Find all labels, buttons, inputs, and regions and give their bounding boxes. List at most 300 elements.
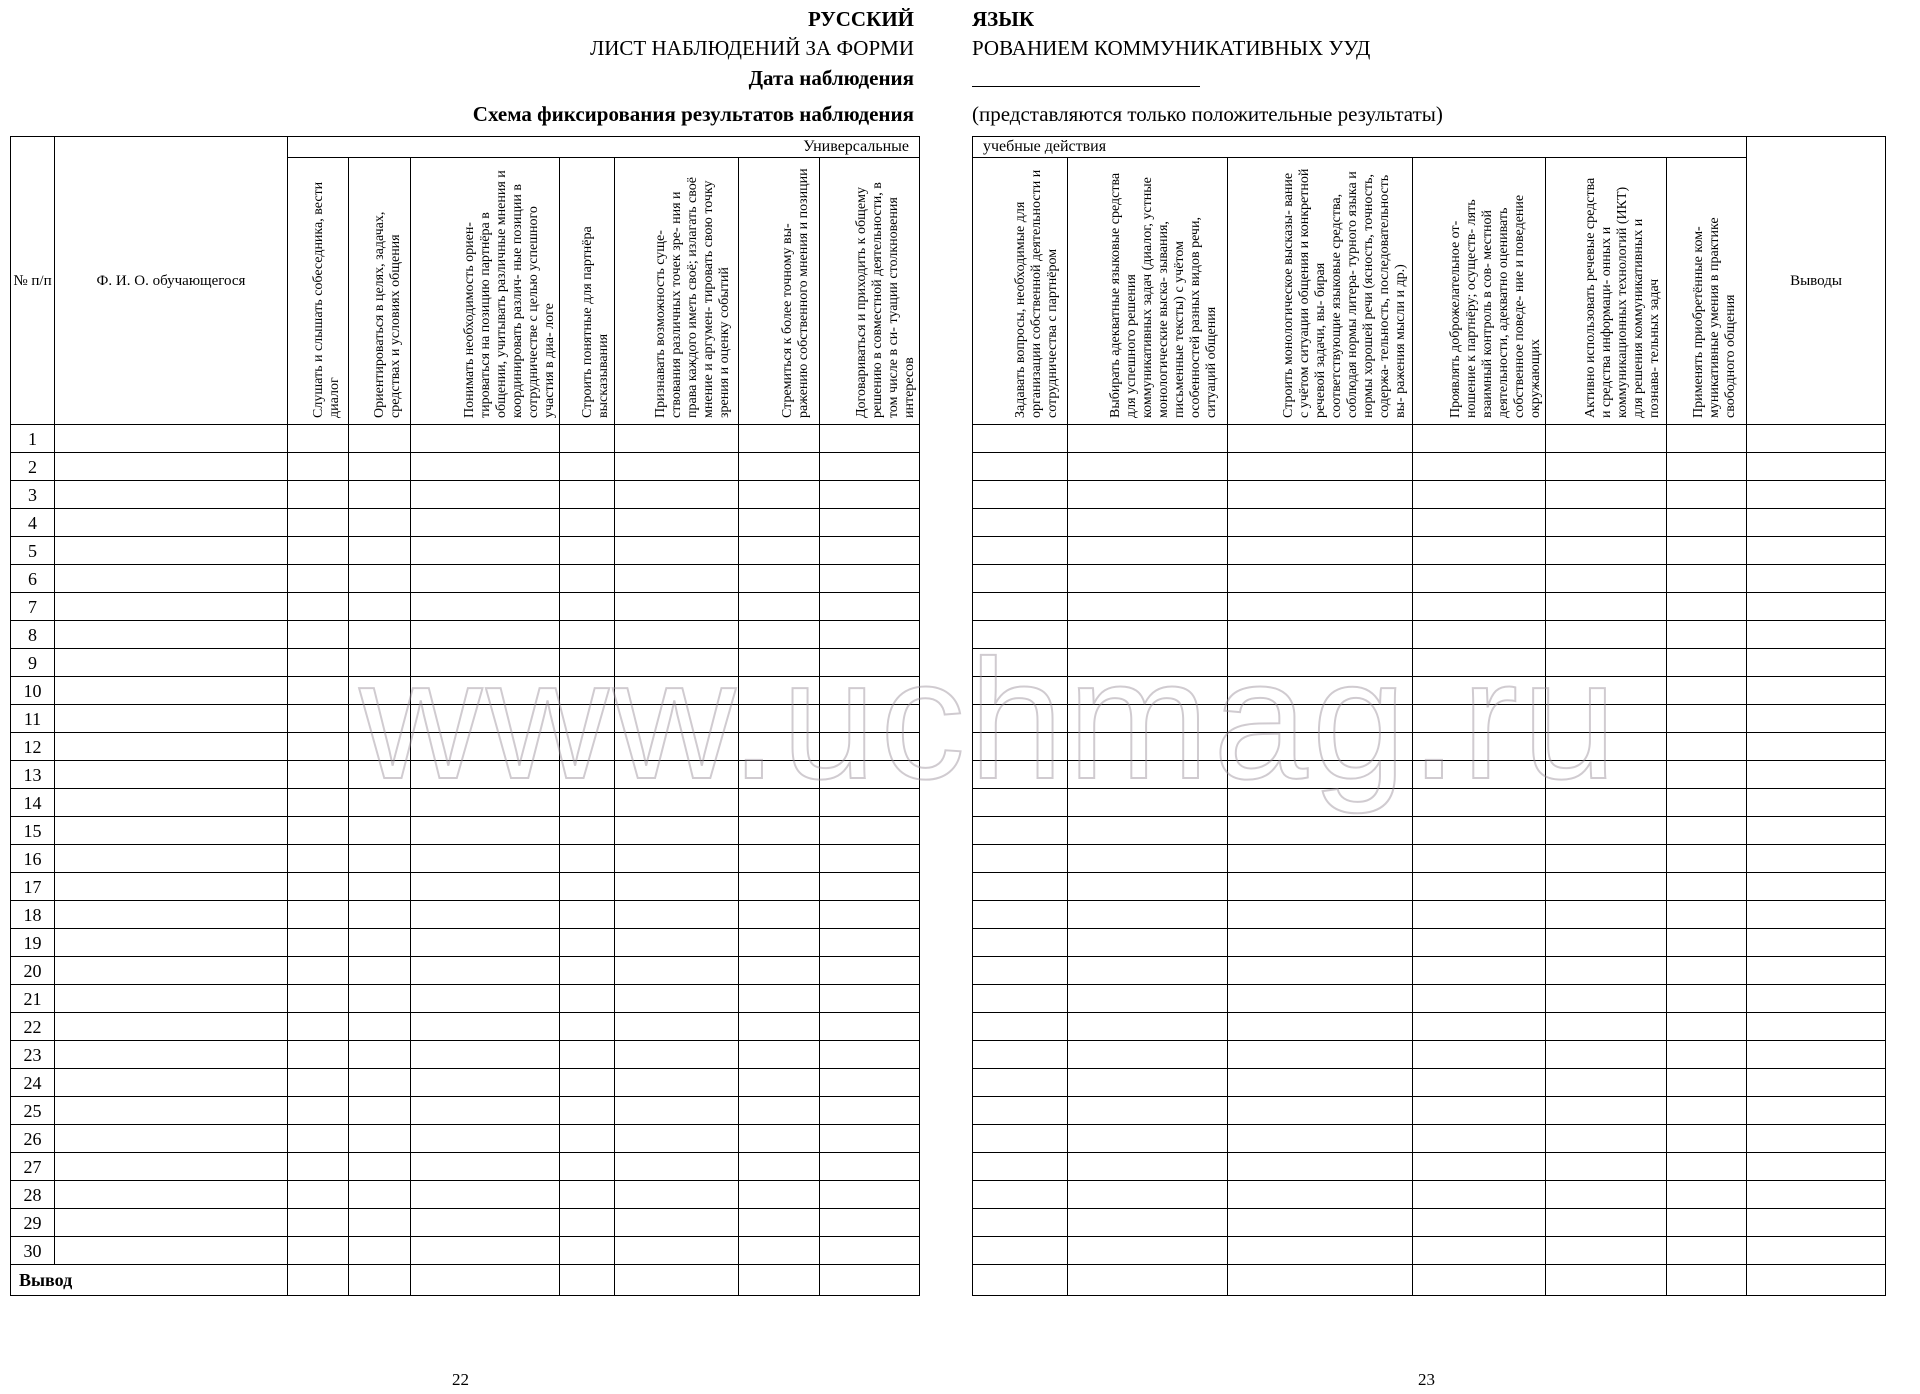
mark-cell[interactable] [349, 1013, 411, 1041]
mark-cell[interactable] [288, 1209, 349, 1237]
mark-cell[interactable] [560, 677, 615, 705]
mark-cell[interactable] [1413, 817, 1546, 845]
mark-cell[interactable] [973, 817, 1068, 845]
mark-cell[interactable] [973, 565, 1068, 593]
mark-cell[interactable] [615, 565, 739, 593]
mark-cell[interactable] [1413, 565, 1546, 593]
mark-cell[interactable] [973, 453, 1068, 481]
mark-cell[interactable] [349, 985, 411, 1013]
mark-cell[interactable] [739, 1125, 820, 1153]
mark-cell[interactable] [288, 901, 349, 929]
mark-cell[interactable] [1667, 621, 1747, 649]
mark-cell[interactable] [739, 789, 820, 817]
mark-cell[interactable] [739, 1181, 820, 1209]
mark-cell[interactable] [288, 1181, 349, 1209]
mark-cell[interactable] [1667, 649, 1747, 677]
mark-cell[interactable] [560, 901, 615, 929]
mark-cell[interactable] [288, 453, 349, 481]
mark-cell[interactable] [973, 593, 1068, 621]
mark-cell[interactable] [560, 1181, 615, 1209]
mark-cell[interactable] [1546, 1097, 1667, 1125]
footer-cell[interactable] [1228, 1265, 1413, 1296]
mark-cell[interactable] [1667, 1181, 1747, 1209]
mark-cell[interactable] [1413, 481, 1546, 509]
mark-cell[interactable] [1667, 733, 1747, 761]
mark-cell[interactable] [560, 621, 615, 649]
mark-cell[interactable] [1068, 1181, 1228, 1209]
mark-cell[interactable] [1228, 565, 1413, 593]
mark-cell[interactable] [288, 761, 349, 789]
mark-cell[interactable] [560, 565, 615, 593]
mark-cell[interactable] [1546, 901, 1667, 929]
mark-cell[interactable] [1546, 761, 1667, 789]
mark-cell[interactable] [1068, 705, 1228, 733]
student-name-cell[interactable] [55, 705, 288, 733]
mark-cell[interactable] [973, 1041, 1068, 1069]
student-name-cell[interactable] [55, 1153, 288, 1181]
mark-cell[interactable] [1228, 593, 1413, 621]
mark-cell[interactable] [1546, 453, 1667, 481]
mark-cell[interactable] [1546, 1153, 1667, 1181]
mark-cell[interactable] [560, 929, 615, 957]
mark-cell[interactable] [1068, 509, 1228, 537]
mark-cell[interactable] [411, 1041, 560, 1069]
mark-cell[interactable] [739, 1237, 820, 1265]
mark-cell[interactable] [349, 565, 411, 593]
mark-cell[interactable] [411, 985, 560, 1013]
mark-cell[interactable] [411, 481, 560, 509]
mark-cell[interactable] [1068, 621, 1228, 649]
conclusion-cell[interactable] [1747, 565, 1886, 593]
mark-cell[interactable] [560, 425, 615, 453]
mark-cell[interactable] [1228, 1209, 1413, 1237]
conclusion-cell[interactable] [1747, 817, 1886, 845]
mark-cell[interactable] [615, 509, 739, 537]
mark-cell[interactable] [1546, 537, 1667, 565]
mark-cell[interactable] [411, 705, 560, 733]
student-name-cell[interactable] [55, 957, 288, 985]
mark-cell[interactable] [1068, 1041, 1228, 1069]
mark-cell[interactable] [411, 565, 560, 593]
mark-cell[interactable] [349, 537, 411, 565]
mark-cell[interactable] [973, 1209, 1068, 1237]
mark-cell[interactable] [973, 1013, 1068, 1041]
mark-cell[interactable] [1068, 929, 1228, 957]
mark-cell[interactable] [615, 817, 739, 845]
mark-cell[interactable] [288, 845, 349, 873]
mark-cell[interactable] [411, 1125, 560, 1153]
mark-cell[interactable] [615, 621, 739, 649]
student-name-cell[interactable] [55, 1041, 288, 1069]
mark-cell[interactable] [1228, 845, 1413, 873]
mark-cell[interactable] [739, 565, 820, 593]
mark-cell[interactable] [1667, 1097, 1747, 1125]
mark-cell[interactable] [1068, 649, 1228, 677]
mark-cell[interactable] [1413, 789, 1546, 817]
mark-cell[interactable] [1546, 677, 1667, 705]
mark-cell[interactable] [739, 845, 820, 873]
mark-cell[interactable] [411, 789, 560, 817]
mark-cell[interactable] [973, 957, 1068, 985]
mark-cell[interactable] [288, 509, 349, 537]
mark-cell[interactable] [411, 1013, 560, 1041]
mark-cell[interactable] [1228, 509, 1413, 537]
mark-cell[interactable] [973, 677, 1068, 705]
mark-cell[interactable] [1068, 1153, 1228, 1181]
mark-cell[interactable] [1546, 481, 1667, 509]
mark-cell[interactable] [820, 509, 920, 537]
mark-cell[interactable] [1228, 1153, 1413, 1181]
mark-cell[interactable] [1228, 789, 1413, 817]
mark-cell[interactable] [560, 817, 615, 845]
mark-cell[interactable] [349, 509, 411, 537]
conclusion-cell[interactable] [1747, 453, 1886, 481]
mark-cell[interactable] [1228, 873, 1413, 901]
mark-cell[interactable] [1546, 593, 1667, 621]
mark-cell[interactable] [411, 957, 560, 985]
mark-cell[interactable] [973, 985, 1068, 1013]
mark-cell[interactable] [615, 1041, 739, 1069]
footer-cell[interactable] [739, 1265, 820, 1296]
conclusion-cell[interactable] [1747, 873, 1886, 901]
mark-cell[interactable] [411, 537, 560, 565]
mark-cell[interactable] [739, 929, 820, 957]
mark-cell[interactable] [739, 733, 820, 761]
mark-cell[interactable] [411, 453, 560, 481]
mark-cell[interactable] [560, 1153, 615, 1181]
mark-cell[interactable] [288, 985, 349, 1013]
mark-cell[interactable] [1413, 1125, 1546, 1153]
mark-cell[interactable] [739, 817, 820, 845]
mark-cell[interactable] [615, 929, 739, 957]
student-name-cell[interactable] [55, 1069, 288, 1097]
mark-cell[interactable] [1546, 705, 1667, 733]
mark-cell[interactable] [1068, 957, 1228, 985]
mark-cell[interactable] [739, 761, 820, 789]
mark-cell[interactable] [1546, 929, 1667, 957]
mark-cell[interactable] [288, 957, 349, 985]
conclusion-cell[interactable] [1747, 1125, 1886, 1153]
mark-cell[interactable] [411, 621, 560, 649]
mark-cell[interactable] [1546, 1181, 1667, 1209]
student-name-cell[interactable] [55, 1237, 288, 1265]
conclusion-cell[interactable] [1747, 1013, 1886, 1041]
mark-cell[interactable] [820, 761, 920, 789]
mark-cell[interactable] [1413, 1153, 1546, 1181]
mark-cell[interactable] [615, 481, 739, 509]
student-name-cell[interactable] [55, 845, 288, 873]
footer-cell[interactable] [973, 1265, 1068, 1296]
student-name-cell[interactable] [55, 509, 288, 537]
mark-cell[interactable] [411, 425, 560, 453]
mark-cell[interactable] [1228, 677, 1413, 705]
footer-cell[interactable] [349, 1265, 411, 1296]
student-name-cell[interactable] [55, 761, 288, 789]
mark-cell[interactable] [560, 789, 615, 817]
mark-cell[interactable] [1068, 733, 1228, 761]
mark-cell[interactable] [1068, 1097, 1228, 1125]
mark-cell[interactable] [288, 593, 349, 621]
mark-cell[interactable] [1667, 677, 1747, 705]
mark-cell[interactable] [820, 565, 920, 593]
mark-cell[interactable] [1228, 537, 1413, 565]
mark-cell[interactable] [288, 873, 349, 901]
student-name-cell[interactable] [55, 677, 288, 705]
mark-cell[interactable] [739, 1041, 820, 1069]
mark-cell[interactable] [1068, 817, 1228, 845]
mark-cell[interactable] [1546, 649, 1667, 677]
mark-cell[interactable] [560, 957, 615, 985]
mark-cell[interactable] [615, 761, 739, 789]
mark-cell[interactable] [820, 873, 920, 901]
mark-cell[interactable] [1413, 929, 1546, 957]
mark-cell[interactable] [1667, 565, 1747, 593]
mark-cell[interactable] [1413, 845, 1546, 873]
mark-cell[interactable] [615, 705, 739, 733]
mark-cell[interactable] [739, 957, 820, 985]
mark-cell[interactable] [1546, 1237, 1667, 1265]
mark-cell[interactable] [288, 649, 349, 677]
mark-cell[interactable] [1667, 845, 1747, 873]
mark-cell[interactable] [1667, 789, 1747, 817]
footer-cell[interactable] [1068, 1265, 1228, 1296]
mark-cell[interactable] [1667, 1125, 1747, 1153]
mark-cell[interactable] [288, 425, 349, 453]
mark-cell[interactable] [349, 873, 411, 901]
mark-cell[interactable] [1228, 1125, 1413, 1153]
mark-cell[interactable] [1546, 957, 1667, 985]
mark-cell[interactable] [1068, 1013, 1228, 1041]
mark-cell[interactable] [615, 901, 739, 929]
mark-cell[interactable] [739, 649, 820, 677]
mark-cell[interactable] [288, 705, 349, 733]
mark-cell[interactable] [288, 817, 349, 845]
mark-cell[interactable] [288, 1125, 349, 1153]
mark-cell[interactable] [820, 593, 920, 621]
mark-cell[interactable] [1413, 593, 1546, 621]
mark-cell[interactable] [820, 985, 920, 1013]
footer-cell[interactable] [1546, 1265, 1667, 1296]
student-name-cell[interactable] [55, 1013, 288, 1041]
student-name-cell[interactable] [55, 1181, 288, 1209]
mark-cell[interactable] [1413, 677, 1546, 705]
mark-cell[interactable] [560, 593, 615, 621]
mark-cell[interactable] [1228, 481, 1413, 509]
mark-cell[interactable] [820, 453, 920, 481]
mark-cell[interactable] [411, 845, 560, 873]
mark-cell[interactable] [560, 733, 615, 761]
mark-cell[interactable] [349, 1209, 411, 1237]
mark-cell[interactable] [1228, 1041, 1413, 1069]
student-name-cell[interactable] [55, 621, 288, 649]
mark-cell[interactable] [615, 453, 739, 481]
mark-cell[interactable] [349, 677, 411, 705]
mark-cell[interactable] [615, 845, 739, 873]
mark-cell[interactable] [1667, 1153, 1747, 1181]
mark-cell[interactable] [1413, 649, 1546, 677]
mark-cell[interactable] [288, 733, 349, 761]
mark-cell[interactable] [349, 1069, 411, 1097]
date-input-line[interactable] [972, 86, 1200, 87]
mark-cell[interactable] [560, 1209, 615, 1237]
mark-cell[interactable] [560, 761, 615, 789]
mark-cell[interactable] [411, 901, 560, 929]
mark-cell[interactable] [615, 1069, 739, 1097]
mark-cell[interactable] [820, 705, 920, 733]
mark-cell[interactable] [820, 957, 920, 985]
mark-cell[interactable] [1068, 761, 1228, 789]
mark-cell[interactable] [288, 789, 349, 817]
footer-cell[interactable] [288, 1265, 349, 1296]
mark-cell[interactable] [615, 677, 739, 705]
mark-cell[interactable] [820, 621, 920, 649]
mark-cell[interactable] [615, 425, 739, 453]
student-name-cell[interactable] [55, 817, 288, 845]
mark-cell[interactable] [739, 621, 820, 649]
mark-cell[interactable] [349, 453, 411, 481]
mark-cell[interactable] [739, 425, 820, 453]
mark-cell[interactable] [615, 1013, 739, 1041]
mark-cell[interactable] [560, 1041, 615, 1069]
mark-cell[interactable] [739, 593, 820, 621]
mark-cell[interactable] [739, 1153, 820, 1181]
mark-cell[interactable] [411, 1181, 560, 1209]
mark-cell[interactable] [973, 425, 1068, 453]
mark-cell[interactable] [411, 1237, 560, 1265]
mark-cell[interactable] [973, 1125, 1068, 1153]
mark-cell[interactable] [615, 985, 739, 1013]
student-name-cell[interactable] [55, 1125, 288, 1153]
student-name-cell[interactable] [55, 453, 288, 481]
conclusion-cell[interactable] [1747, 1237, 1886, 1265]
mark-cell[interactable] [820, 789, 920, 817]
mark-cell[interactable] [1068, 1209, 1228, 1237]
mark-cell[interactable] [820, 481, 920, 509]
conclusion-cell[interactable] [1747, 1181, 1886, 1209]
footer-cell[interactable] [560, 1265, 615, 1296]
student-name-cell[interactable] [55, 425, 288, 453]
conclusion-cell[interactable] [1747, 845, 1886, 873]
mark-cell[interactable] [739, 901, 820, 929]
mark-cell[interactable] [288, 537, 349, 565]
mark-cell[interactable] [820, 537, 920, 565]
mark-cell[interactable] [1068, 565, 1228, 593]
mark-cell[interactable] [1546, 565, 1667, 593]
mark-cell[interactable] [1413, 957, 1546, 985]
mark-cell[interactable] [1413, 1097, 1546, 1125]
mark-cell[interactable] [973, 929, 1068, 957]
mark-cell[interactable] [973, 649, 1068, 677]
student-name-cell[interactable] [55, 985, 288, 1013]
mark-cell[interactable] [615, 873, 739, 901]
mark-cell[interactable] [739, 537, 820, 565]
mark-cell[interactable] [1413, 761, 1546, 789]
student-name-cell[interactable] [55, 1209, 288, 1237]
mark-cell[interactable] [1667, 593, 1747, 621]
conclusion-cell[interactable] [1747, 649, 1886, 677]
mark-cell[interactable] [349, 1097, 411, 1125]
mark-cell[interactable] [820, 1097, 920, 1125]
mark-cell[interactable] [820, 929, 920, 957]
mark-cell[interactable] [349, 1041, 411, 1069]
student-name-cell[interactable] [55, 733, 288, 761]
mark-cell[interactable] [973, 537, 1068, 565]
mark-cell[interactable] [288, 1041, 349, 1069]
student-name-cell[interactable] [55, 789, 288, 817]
mark-cell[interactable] [560, 1013, 615, 1041]
mark-cell[interactable] [1546, 845, 1667, 873]
mark-cell[interactable] [820, 1125, 920, 1153]
mark-cell[interactable] [1228, 761, 1413, 789]
mark-cell[interactable] [1228, 1181, 1413, 1209]
mark-cell[interactable] [1413, 1041, 1546, 1069]
mark-cell[interactable] [560, 873, 615, 901]
mark-cell[interactable] [615, 957, 739, 985]
mark-cell[interactable] [1546, 1041, 1667, 1069]
mark-cell[interactable] [1413, 1013, 1546, 1041]
mark-cell[interactable] [1068, 873, 1228, 901]
mark-cell[interactable] [973, 1097, 1068, 1125]
mark-cell[interactable] [1546, 1125, 1667, 1153]
mark-cell[interactable] [973, 1153, 1068, 1181]
mark-cell[interactable] [560, 1125, 615, 1153]
mark-cell[interactable] [739, 985, 820, 1013]
mark-cell[interactable] [560, 845, 615, 873]
conclusion-cell[interactable] [1747, 929, 1886, 957]
mark-cell[interactable] [973, 789, 1068, 817]
mark-cell[interactable] [820, 845, 920, 873]
mark-cell[interactable] [349, 957, 411, 985]
mark-cell[interactable] [411, 1069, 560, 1097]
mark-cell[interactable] [615, 1237, 739, 1265]
mark-cell[interactable] [739, 1013, 820, 1041]
mark-cell[interactable] [560, 649, 615, 677]
mark-cell[interactable] [1546, 789, 1667, 817]
mark-cell[interactable] [973, 1237, 1068, 1265]
mark-cell[interactable] [1413, 621, 1546, 649]
mark-cell[interactable] [1546, 873, 1667, 901]
mark-cell[interactable] [1068, 985, 1228, 1013]
conclusion-cell[interactable] [1747, 621, 1886, 649]
footer-cell[interactable] [615, 1265, 739, 1296]
mark-cell[interactable] [973, 845, 1068, 873]
mark-cell[interactable] [739, 453, 820, 481]
mark-cell[interactable] [1667, 985, 1747, 1013]
mark-cell[interactable] [820, 901, 920, 929]
mark-cell[interactable] [973, 481, 1068, 509]
conclusion-cell[interactable] [1747, 425, 1886, 453]
conclusion-cell[interactable] [1747, 1209, 1886, 1237]
mark-cell[interactable] [1413, 1209, 1546, 1237]
conclusion-cell[interactable] [1747, 705, 1886, 733]
mark-cell[interactable] [973, 509, 1068, 537]
mark-cell[interactable] [288, 621, 349, 649]
mark-cell[interactable] [1546, 817, 1667, 845]
mark-cell[interactable] [411, 677, 560, 705]
mark-cell[interactable] [1068, 425, 1228, 453]
mark-cell[interactable] [1413, 425, 1546, 453]
mark-cell[interactable] [820, 733, 920, 761]
mark-cell[interactable] [560, 537, 615, 565]
student-name-cell[interactable] [55, 537, 288, 565]
mark-cell[interactable] [1068, 593, 1228, 621]
mark-cell[interactable] [820, 1237, 920, 1265]
mark-cell[interactable] [1667, 425, 1747, 453]
mark-cell[interactable] [1546, 425, 1667, 453]
mark-cell[interactable] [560, 509, 615, 537]
conclusion-cell[interactable] [1747, 537, 1886, 565]
conclusion-cell[interactable] [1747, 901, 1886, 929]
